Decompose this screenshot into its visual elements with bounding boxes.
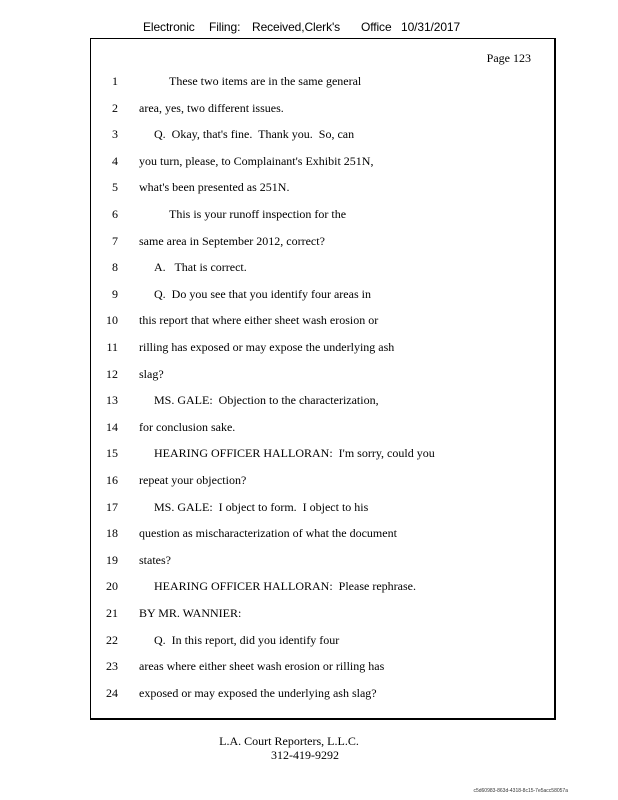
transcript-page xyxy=(90,38,556,720)
footer-company: L.A. Court Reporters, L.L.C. xyxy=(219,734,359,748)
line-text: areas where either sheet wash erosion or rilling has xyxy=(139,659,385,674)
transcript-line xyxy=(91,658,554,674)
filing-header-filing: Filing: xyxy=(209,20,241,34)
line-number: 12 xyxy=(106,366,118,381)
transcript-line xyxy=(91,286,554,302)
transcript-line xyxy=(91,366,554,382)
line-number: 2 xyxy=(112,100,118,115)
transcript-line xyxy=(91,552,554,568)
transcript-line xyxy=(91,525,554,541)
line-number: 14 xyxy=(106,419,118,434)
line-number: 5 xyxy=(112,180,118,195)
line-number: 7 xyxy=(112,233,118,248)
transcript-line xyxy=(91,312,554,328)
line-text: slag? xyxy=(139,366,164,381)
line-text: HEARING OFFICER HALLORAN: Please rephrase. xyxy=(154,579,416,594)
transcript-line xyxy=(91,632,554,648)
line-number: 8 xyxy=(112,260,118,275)
line-number: 21 xyxy=(106,606,118,620)
transcript-line xyxy=(91,605,554,621)
transcript-line xyxy=(91,472,554,488)
transcript-line xyxy=(91,233,554,249)
line-number: 9 xyxy=(112,286,118,301)
line-text: HEARING OFFICER HALLORAN: I'm sorry, could you xyxy=(154,446,435,461)
line-text: states? xyxy=(139,552,171,567)
line-number: 17 xyxy=(106,499,118,514)
line-number: 6 xyxy=(112,207,118,221)
line-number: 23 xyxy=(106,659,118,674)
line-number: 1 xyxy=(112,74,118,88)
transcript-line xyxy=(91,499,554,515)
transcript-line xyxy=(91,578,554,594)
filing-header xyxy=(143,20,460,34)
line-number: 24 xyxy=(106,685,118,700)
line-text: This is your runoff inspection for the xyxy=(169,207,347,221)
transcript-line xyxy=(91,685,554,701)
line-number: 20 xyxy=(106,579,118,594)
filing-header-electronic: Electronic xyxy=(143,20,195,34)
line-text: MS. GALE: I object to form. I object to his xyxy=(154,499,369,514)
line-text: MS. GALE: Objection to the characterization, xyxy=(154,393,379,408)
line-text: you turn, please, to Complainant's Exhibit 251N, xyxy=(139,153,374,168)
line-text: exposed or may exposed the underlying ash slag? xyxy=(139,685,377,700)
line-number: 4 xyxy=(112,153,118,168)
line-text: area, yes, two different issues. xyxy=(139,100,284,115)
line-text: repeat your objection? xyxy=(139,473,247,487)
transcript-line xyxy=(91,392,554,408)
transcript-line xyxy=(91,100,554,116)
line-text: same area in September 2012, correct? xyxy=(139,233,325,248)
line-text: Q. In this report, did you identify four xyxy=(154,632,340,647)
line-number: 22 xyxy=(106,632,118,647)
line-number: 11 xyxy=(106,340,118,354)
line-text: for conclusion sake. xyxy=(139,419,236,434)
filing-header-office: Office xyxy=(361,20,392,34)
transcript-line xyxy=(91,179,554,195)
document-hash: c5d60983-863d-4318-8c15-7e5acc58057a xyxy=(473,788,568,794)
line-number: 16 xyxy=(106,473,118,487)
line-text: These two items are in the same general xyxy=(169,74,362,88)
line-text: Q. Do you see that you identify four areas in xyxy=(154,286,371,301)
line-number: 3 xyxy=(112,127,118,142)
line-text: Q. Okay, that's fine. Thank you. So, can xyxy=(154,127,355,142)
transcript-line xyxy=(91,126,554,142)
line-text: question as mischaracterization of what the document xyxy=(139,526,397,541)
filing-header-date: 10/31/2017 xyxy=(401,20,461,34)
line-text: what's been presented as 251N. xyxy=(139,180,290,195)
transcript-line xyxy=(91,153,554,169)
transcript-line xyxy=(91,73,554,89)
line-text: this report that where either sheet wash erosion or xyxy=(139,313,379,328)
filing-header-received: Received,Clerk's xyxy=(252,20,341,34)
line-number: 10 xyxy=(106,313,118,328)
line-number: 19 xyxy=(106,552,118,567)
transcript-line xyxy=(91,445,554,461)
transcript-line xyxy=(91,259,554,275)
line-number: 18 xyxy=(106,526,118,541)
transcript-line xyxy=(91,419,554,435)
line-text: BY MR. WANNIER: xyxy=(139,606,242,620)
transcript-line xyxy=(91,206,554,222)
line-number: 13 xyxy=(106,393,118,408)
footer-phone: 312-419-9292 xyxy=(271,748,339,762)
page-number: Page 123 xyxy=(486,51,531,65)
transcript-line xyxy=(91,339,554,355)
line-number: 15 xyxy=(106,446,118,461)
line-text: A. That is correct. xyxy=(154,260,247,275)
line-text: rilling has exposed or may expose the underlying ash xyxy=(139,340,395,354)
